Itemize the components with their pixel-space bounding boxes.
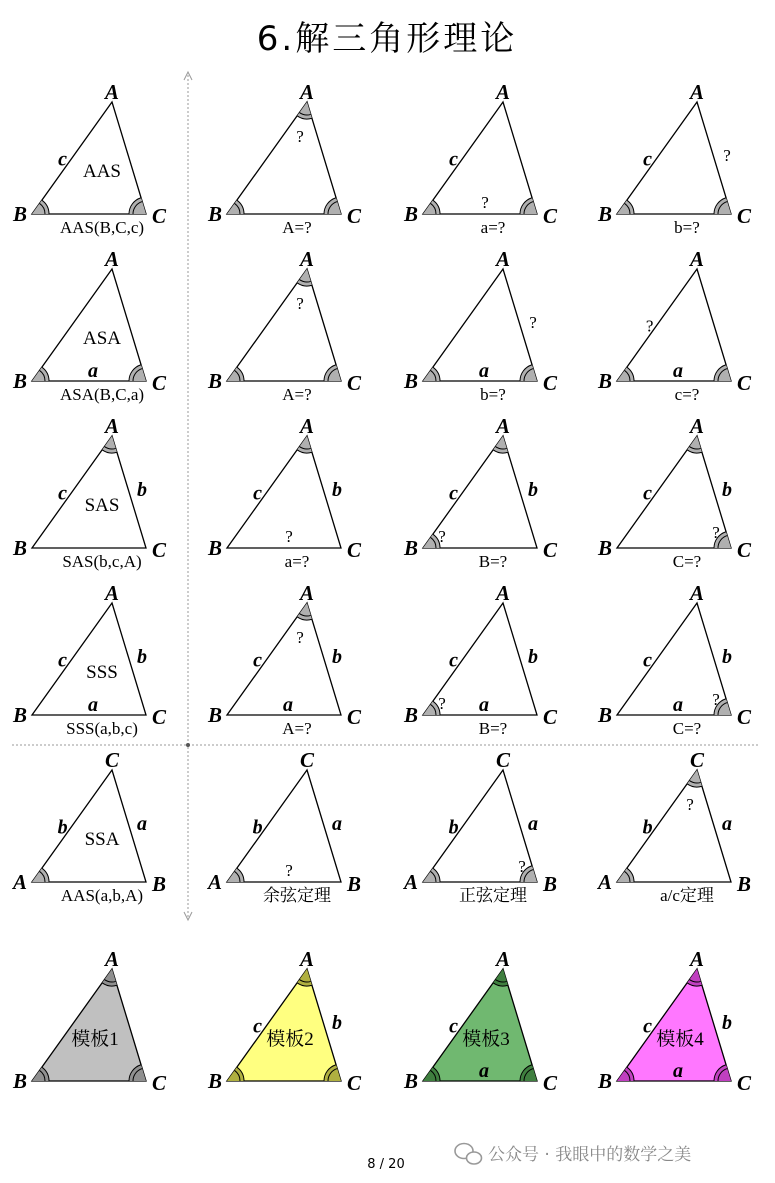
vertex-label-top: A bbox=[299, 414, 315, 438]
question-mark: ? bbox=[296, 628, 304, 647]
angle-mark-left bbox=[423, 200, 440, 214]
question-mark: ? bbox=[712, 523, 720, 542]
vertex-label-right: C bbox=[346, 1071, 362, 1095]
center-label: ASA bbox=[82, 328, 122, 349]
caption-label: SSS(a,b,c) bbox=[66, 719, 138, 738]
template-triangle bbox=[207, 947, 362, 1095]
question-mark: ? bbox=[529, 313, 537, 332]
angle-mark-left bbox=[32, 868, 49, 882]
page-title: 6.解三角形理论 bbox=[256, 19, 518, 59]
side-label-left: c bbox=[58, 482, 68, 505]
vertex-label-left: B bbox=[597, 202, 613, 226]
caption-label: AAS(B,C,c) bbox=[59, 218, 145, 237]
side-label-base: a bbox=[673, 1060, 683, 1082]
caption-label: b=? bbox=[480, 385, 506, 404]
watermark bbox=[455, 1144, 691, 1166]
question-mark: ? bbox=[686, 795, 694, 814]
triangle-cell bbox=[206, 748, 361, 905]
center-label: SSA bbox=[84, 829, 120, 850]
caption-label: A=? bbox=[282, 719, 312, 738]
vertex-label-top: A bbox=[495, 80, 511, 104]
caption-label: AAS(a,b,A) bbox=[60, 886, 144, 905]
triangle-cell bbox=[12, 581, 167, 738]
template-label: 模板3 bbox=[462, 1029, 510, 1050]
caption-label: ASA(B,C,a) bbox=[59, 385, 145, 404]
question-mark: ? bbox=[712, 690, 720, 709]
vertex-label-right: C bbox=[542, 371, 558, 395]
vertex-label-right: C bbox=[346, 705, 362, 729]
triangle-outline bbox=[227, 770, 341, 882]
vertex-label-right: C bbox=[542, 705, 558, 729]
caption-label: c=? bbox=[674, 385, 700, 404]
vertex-label-right: C bbox=[736, 371, 752, 395]
vertex-label-top: A bbox=[495, 247, 511, 271]
triangle-cell bbox=[597, 414, 752, 571]
side-label-base: a bbox=[479, 1060, 489, 1082]
template-row bbox=[12, 947, 752, 1095]
vertex-label-top: A bbox=[299, 80, 315, 104]
side-label-left: c bbox=[253, 482, 263, 505]
side-label-right: b bbox=[722, 479, 732, 501]
vertex-label-left: B bbox=[12, 1069, 28, 1093]
caption-label: 余弦定理 bbox=[263, 886, 331, 905]
vertex-label-right: C bbox=[151, 1071, 167, 1095]
vertex-label-right: B bbox=[736, 872, 752, 896]
vertex-label-top: A bbox=[299, 247, 315, 271]
vertex-label-right: C bbox=[151, 204, 167, 228]
triangle-cell bbox=[597, 80, 752, 237]
question-mark: ? bbox=[518, 857, 526, 876]
template-label: 模板4 bbox=[656, 1029, 704, 1050]
angle-mark-right bbox=[129, 198, 146, 214]
question-mark: ? bbox=[296, 294, 304, 313]
triangle-cell bbox=[207, 581, 362, 738]
vertex-label-left: B bbox=[597, 703, 613, 727]
side-label-left: b bbox=[642, 816, 653, 839]
triangle-outline bbox=[227, 436, 341, 548]
side-label-base: a bbox=[88, 694, 98, 716]
question-mark: ? bbox=[285, 861, 293, 880]
side-label-right: b bbox=[332, 479, 342, 501]
vertex-label-top: A bbox=[689, 80, 705, 104]
side-label-left: c bbox=[643, 148, 653, 171]
caption-label: SAS(b,c,A) bbox=[62, 552, 142, 571]
triangle-cell bbox=[207, 80, 362, 237]
vertex-label-left: B bbox=[403, 536, 419, 560]
angle-mark-left bbox=[617, 200, 634, 214]
caption-label: C=? bbox=[672, 552, 702, 571]
vertex-label-right: C bbox=[542, 1071, 558, 1095]
side-label-right: a bbox=[332, 813, 342, 835]
vertex-label-top: A bbox=[299, 581, 315, 605]
wechat-icon bbox=[455, 1144, 482, 1165]
angle-mark-left bbox=[423, 367, 440, 381]
side-label-base: a bbox=[88, 360, 98, 382]
vertex-label-top: A bbox=[104, 581, 120, 605]
side-label-right: b bbox=[722, 1012, 732, 1034]
side-label-right: b bbox=[722, 646, 732, 668]
vertex-label-top: A bbox=[689, 581, 705, 605]
vertex-label-left: A bbox=[12, 870, 28, 894]
vertex-label-left: A bbox=[597, 870, 613, 894]
divider-origin-dot bbox=[186, 743, 190, 747]
triangle-cell bbox=[207, 247, 362, 404]
angle-mark-left bbox=[227, 367, 244, 381]
vertex-label-top: A bbox=[104, 80, 120, 104]
vertex-label-right: B bbox=[151, 872, 167, 896]
vertex-label-top: A bbox=[104, 414, 120, 438]
triangle-outline bbox=[423, 102, 537, 214]
angle-mark-right bbox=[324, 365, 341, 381]
triangle-cell bbox=[12, 247, 167, 404]
vertex-label-right: C bbox=[736, 538, 752, 562]
side-label-left: c bbox=[58, 148, 68, 171]
vertex-label-left: B bbox=[12, 369, 28, 393]
vertex-label-top: A bbox=[495, 414, 511, 438]
vertex-label-right: B bbox=[346, 872, 362, 896]
triangle-cell bbox=[403, 247, 558, 404]
side-label-base: a bbox=[479, 694, 489, 716]
side-label-right: b bbox=[332, 1012, 342, 1034]
caption-label: A=? bbox=[282, 218, 312, 237]
side-label-right: b bbox=[528, 646, 538, 668]
triangle-cell bbox=[11, 748, 166, 905]
side-label-left: c bbox=[253, 1015, 263, 1038]
triangle-outline bbox=[227, 269, 341, 381]
caption-label: C=? bbox=[672, 719, 702, 738]
side-label-left: c bbox=[449, 649, 459, 672]
vertex-label-left: B bbox=[12, 202, 28, 226]
vertex-label-top: A bbox=[104, 947, 120, 971]
question-mark: ? bbox=[723, 146, 731, 165]
side-label-left: c bbox=[643, 649, 653, 672]
vertex-label-left: B bbox=[207, 1069, 223, 1093]
triangle-outline bbox=[32, 770, 146, 882]
triangle-cell bbox=[402, 748, 557, 905]
triangle-outline bbox=[227, 969, 341, 1081]
vertex-label-right: C bbox=[151, 705, 167, 729]
triangle-outline bbox=[617, 770, 731, 882]
vertex-label-top: C bbox=[495, 748, 511, 772]
side-label-left: c bbox=[253, 649, 263, 672]
vertex-label-top: A bbox=[689, 414, 705, 438]
side-label-right: b bbox=[137, 479, 147, 501]
side-label-left: c bbox=[643, 1015, 653, 1038]
question-mark: ? bbox=[438, 527, 446, 546]
triangle-grid bbox=[11, 80, 752, 905]
caption-label: a/c定理 bbox=[660, 886, 714, 905]
caption-label: b=? bbox=[674, 218, 700, 237]
vertex-label-right: C bbox=[736, 705, 752, 729]
vertex-label-left: B bbox=[207, 703, 223, 727]
triangle-cell bbox=[403, 80, 558, 237]
vertex-label-right: C bbox=[346, 371, 362, 395]
side-label-left: b bbox=[448, 816, 459, 839]
vertex-label-left: A bbox=[207, 870, 223, 894]
side-label-left: b bbox=[57, 816, 68, 839]
vertex-label-top: A bbox=[689, 947, 705, 971]
vertex-label-right: C bbox=[151, 371, 167, 395]
caption-label: a=? bbox=[284, 552, 310, 571]
angle-mark-left bbox=[32, 367, 49, 381]
caption-label: B=? bbox=[478, 552, 508, 571]
angle-mark-right bbox=[324, 198, 341, 214]
angle-mark-right bbox=[129, 365, 146, 381]
triangle-outline bbox=[32, 102, 146, 214]
question-mark: ? bbox=[438, 694, 446, 713]
vertex-label-top: A bbox=[299, 947, 315, 971]
angle-mark-left bbox=[423, 868, 440, 882]
vertex-label-left: B bbox=[403, 703, 419, 727]
template-label: 模板2 bbox=[266, 1029, 314, 1050]
vertex-label-right: C bbox=[542, 538, 558, 562]
angle-mark-left bbox=[227, 200, 244, 214]
triangle-cell bbox=[596, 748, 751, 905]
triangle-outline bbox=[32, 969, 146, 1081]
side-label-right: b bbox=[332, 646, 342, 668]
vertex-label-right: C bbox=[151, 538, 167, 562]
center-label: AAS bbox=[82, 161, 122, 182]
side-label-base: a bbox=[673, 360, 683, 382]
vertex-label-top: A bbox=[495, 947, 511, 971]
side-label-left: c bbox=[449, 148, 459, 171]
vertex-label-top: C bbox=[104, 748, 120, 772]
question-mark: ? bbox=[285, 527, 293, 546]
angle-mark-right bbox=[714, 365, 731, 381]
vertex-label-top: C bbox=[689, 748, 705, 772]
angle-mark-left bbox=[617, 868, 634, 882]
angle-mark-left bbox=[32, 200, 49, 214]
angle-mark-right bbox=[520, 198, 537, 214]
vertex-label-right: C bbox=[346, 204, 362, 228]
vertex-label-left: B bbox=[12, 703, 28, 727]
triangle-cell bbox=[597, 247, 752, 404]
vertex-label-left: B bbox=[403, 202, 419, 226]
side-label-left: c bbox=[58, 649, 68, 672]
vertex-label-right: C bbox=[736, 204, 752, 228]
side-label-right: a bbox=[137, 813, 147, 835]
side-label-right: a bbox=[528, 813, 538, 835]
vertex-label-left: B bbox=[597, 369, 613, 393]
vertex-label-left: B bbox=[597, 1069, 613, 1093]
center-label: SSS bbox=[86, 662, 118, 683]
side-label-base: a bbox=[479, 360, 489, 382]
question-mark: ? bbox=[645, 316, 654, 336]
angle-mark-right bbox=[714, 198, 731, 214]
caption-label: A=? bbox=[282, 385, 312, 404]
vertex-label-top: C bbox=[299, 748, 315, 772]
triangle-outline bbox=[32, 436, 146, 548]
side-label-right: b bbox=[528, 479, 538, 501]
triangle-cell bbox=[403, 414, 558, 571]
vertex-label-top: A bbox=[689, 247, 705, 271]
vertex-label-right: B bbox=[542, 872, 558, 896]
angle-mark-right bbox=[520, 365, 537, 381]
caption-label: a=? bbox=[480, 218, 506, 237]
side-label-left: c bbox=[643, 482, 653, 505]
triangle-outline bbox=[617, 102, 731, 214]
vertex-label-left: B bbox=[597, 536, 613, 560]
watermark-text: 公众号 · 我眼中的数学之美 bbox=[488, 1145, 692, 1165]
template-triangle bbox=[12, 947, 167, 1095]
side-label-right: a bbox=[722, 813, 732, 835]
vertex-label-left: B bbox=[403, 369, 419, 393]
triangle-cell bbox=[207, 414, 362, 571]
question-mark: ? bbox=[296, 127, 304, 146]
side-label-left: c bbox=[449, 482, 459, 505]
vertex-label-left: B bbox=[403, 1069, 419, 1093]
angle-mark-left bbox=[227, 868, 244, 882]
vertex-label-left: B bbox=[207, 536, 223, 560]
question-mark: ? bbox=[481, 193, 489, 212]
angle-mark-left bbox=[617, 367, 634, 381]
vertex-label-left: B bbox=[207, 202, 223, 226]
vertex-label-right: C bbox=[736, 1071, 752, 1095]
vertex-label-top: A bbox=[104, 247, 120, 271]
vertex-label-left: B bbox=[12, 536, 28, 560]
vertex-label-right: C bbox=[346, 538, 362, 562]
vertex-label-top: A bbox=[495, 581, 511, 605]
side-label-left: c bbox=[449, 1015, 459, 1038]
caption-label: B=? bbox=[478, 719, 508, 738]
triangle-cell bbox=[12, 414, 167, 571]
template-triangle bbox=[403, 947, 558, 1095]
center-label: SAS bbox=[84, 495, 120, 516]
side-label-right: b bbox=[137, 646, 147, 668]
template-label: 模板1 bbox=[71, 1029, 119, 1050]
vertex-label-left: A bbox=[403, 870, 419, 894]
triangle-cell bbox=[403, 581, 558, 738]
triangle-cell bbox=[12, 80, 167, 237]
vertex-label-right: C bbox=[542, 204, 558, 228]
side-label-base: a bbox=[673, 694, 683, 716]
vertex-label-left: B bbox=[207, 369, 223, 393]
side-label-base: a bbox=[283, 694, 293, 716]
template-triangle bbox=[597, 947, 752, 1095]
side-label-left: b bbox=[252, 816, 263, 839]
triangle-outline bbox=[227, 102, 341, 214]
page-number: 8 / 20 bbox=[367, 1157, 405, 1172]
caption-label: 正弦定理 bbox=[459, 886, 527, 905]
triangle-cell bbox=[597, 581, 752, 738]
